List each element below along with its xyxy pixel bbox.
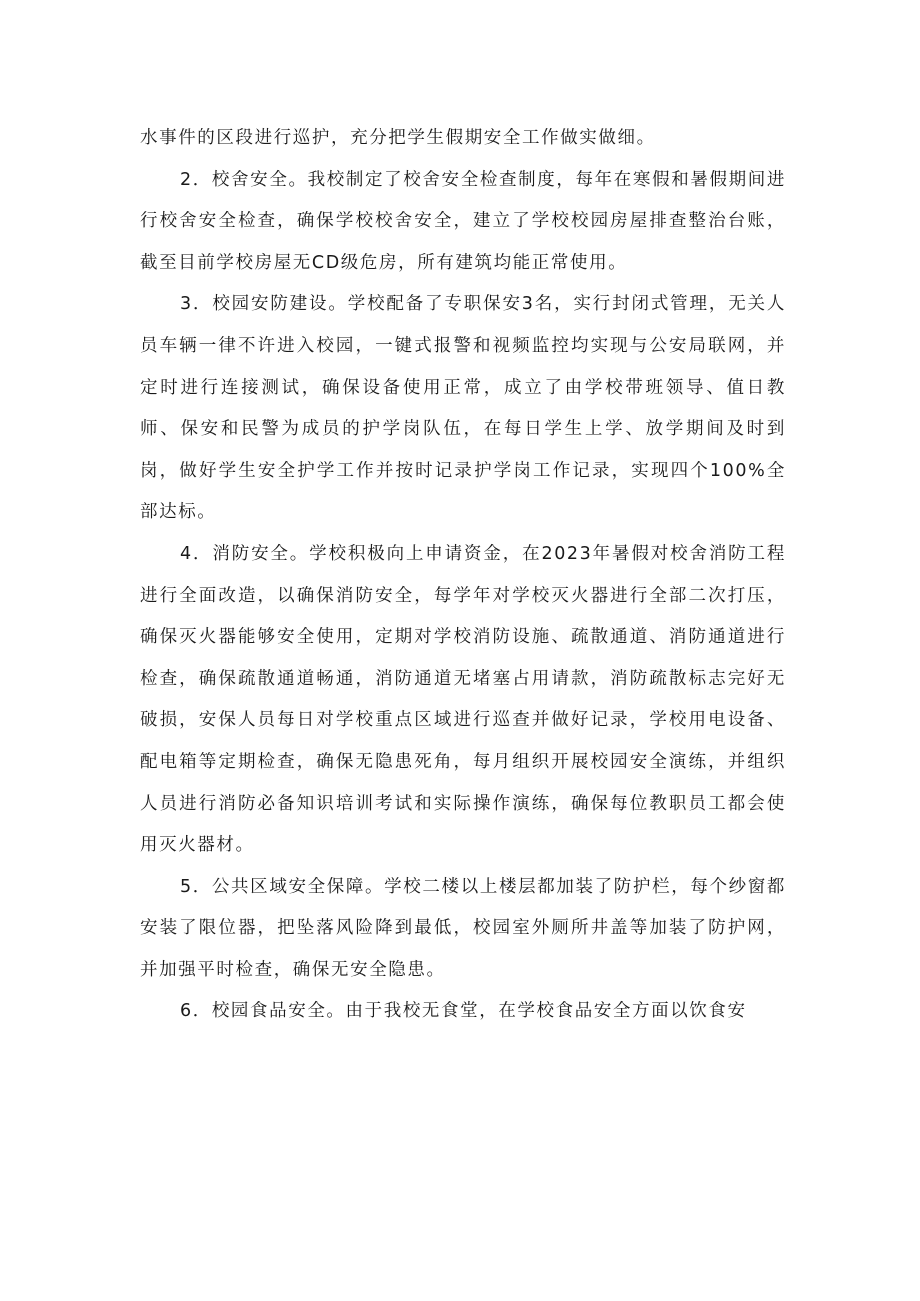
document-body <box>140 118 786 1033</box>
paragraph-campus-security: 3．校园安防建设。学校配备了专职保安3名，实行封闭式管理，无关人员车辆一律不许进入校园，一键式报警和视频监控均实现与公安局联网，并定时进行连接测试，确保设备使用正常，成立了由学校带班领导、值日教师、保安和民警为成员的护学岗队伍，在每日学生上学、放学期间及时到岗，做好学生安全护学工作并按时记录护学岗工作记录，实现四个100%全部达标。 <box>140 294 786 523</box>
paragraph-school-building-safety: 2．校舍安全。我校制定了校舍安全检查制度，每年在寒假和暑假期间进行校舍安全检查，确保学校校舍安全，建立了学校校园房屋排查整治台账，截至目前学校房屋无CD级危房，所有建筑均能正常使用。 <box>140 169 786 273</box>
paragraph-public-area-safety: 5．公共区域安全保障。学校二楼以上楼层都加装了防护栏，每个纱窗都安装了限位器，把坠落风险降到最低，校园室外厕所井盖等加装了防护网，并加强平时检查，确保无安全隐患。 <box>140 876 786 980</box>
paragraph-continuation: 水事件的区段进行巡护，充分把学生假期安全工作做实做细。 <box>140 128 656 148</box>
paragraph-fire-safety: 4．消防安全。学校积极向上申请资金，在2023年暑假对校舍消防工程进行全面改造，以确保消防安全，每学年对学校灭火器进行全部二次打压，确保灭火器能够安全使用，定期对学校消防设施、疏散通道、消防通道进行检查，确保疏散通道畅通，消防通道无堵塞占用请款，消防疏散标志完好无破损，安保人员每日对学校重点区域进行巡查并做好记录，学校用电设备、配电箱等定期检查，确保无隐患死角，每月组织开展校园安全演练，并组织人员进行消防必备知识培训考试和实际操作演练，确保每位教职员工都会使用灭火器材。 <box>140 543 786 856</box>
paragraph-food-safety: 6．校园食品安全。由于我校无食堂，在学校食品安全方面以饮食安 <box>180 1001 747 1022</box>
